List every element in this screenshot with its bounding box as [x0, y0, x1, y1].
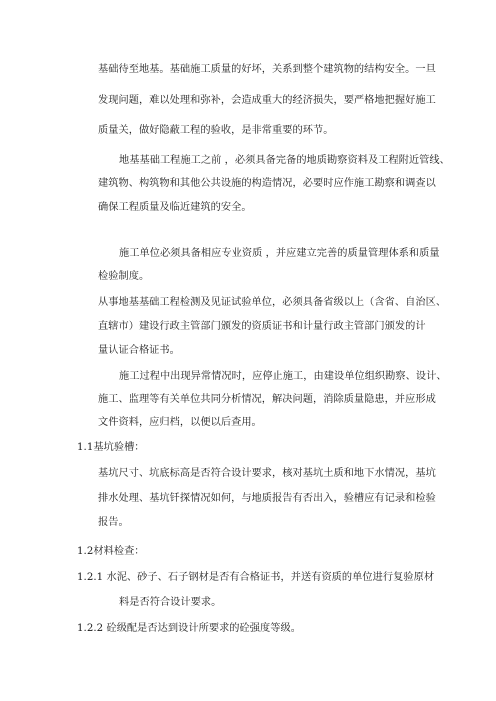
text-line: 量认证合格证书。 [98, 345, 180, 356]
text-line: 确保工程质量及临近建筑的安全。 [98, 202, 252, 213]
text-line: 排水处理、基坑钎探情况如何，与地质报告有否出入，验槽应有记录和检验 [98, 493, 436, 504]
text-line: 施工单位必须具备相应专业资质 ，并应建立完善的质量管理体系和质量 [119, 248, 440, 259]
section-heading: 1.2材料检查： [77, 546, 145, 557]
text-line: 文件资料，应归档，以便以后查用。 [98, 417, 262, 428]
text-line: 检验制度。 [98, 271, 150, 282]
section-heading: 1.1基坑验槽： [77, 442, 145, 453]
text-line: 1.2.1 水泥、砂子、石子钢材是否有合格证书，并送有资质的单位进行复验原材 [77, 572, 435, 583]
text-line: 地基基础工程施工之前 ，必须具备完备的地质勘察资料及工程附近管线、 [119, 155, 450, 166]
text-line: 质量关，做好隐蔽工程的验收，是非常重要的环节。 [98, 125, 334, 136]
text-line: 料是否符合设计要求。 [119, 597, 222, 608]
text-line: 施工、监理等有关单位共同分析情况，解决问题，消除质量隐患，并应形成 [98, 394, 436, 405]
text-line: 报告。 [98, 517, 129, 528]
text-line: 直辖市）建设行政主管部门颁发的资质证书和计量行政主管部门颁发的计 [98, 321, 426, 332]
text-line: 建筑物、构筑物和其他公共设施的构造情况，必要时应作施工勘察和调查以 [98, 178, 436, 189]
text-line: 施工过程中出现异常情况时，应停止施工，由建设单位组织勘察、设计、 [119, 371, 447, 382]
text-line: 1.2.2 砼级配是否达到设计所要求的砼强度等级。 [77, 623, 301, 634]
text-line: 基坑尺寸、坑底标高是否符合设计要求，核对基坑土质和地下水情况，基坑 [98, 468, 436, 479]
text-line: 发现问题，难以处理和弥补，会造成重大的经济损失，要严格地把握好施工 [98, 95, 436, 106]
text-line: 从事地基基础工程检测及见证试验单位，必须具备省级以上（含省、自治区、 [98, 297, 447, 308]
text-line: 基础待至地基。基础施工质量的好坏，关系到整个建筑物的结构安全。一旦 [98, 64, 436, 75]
